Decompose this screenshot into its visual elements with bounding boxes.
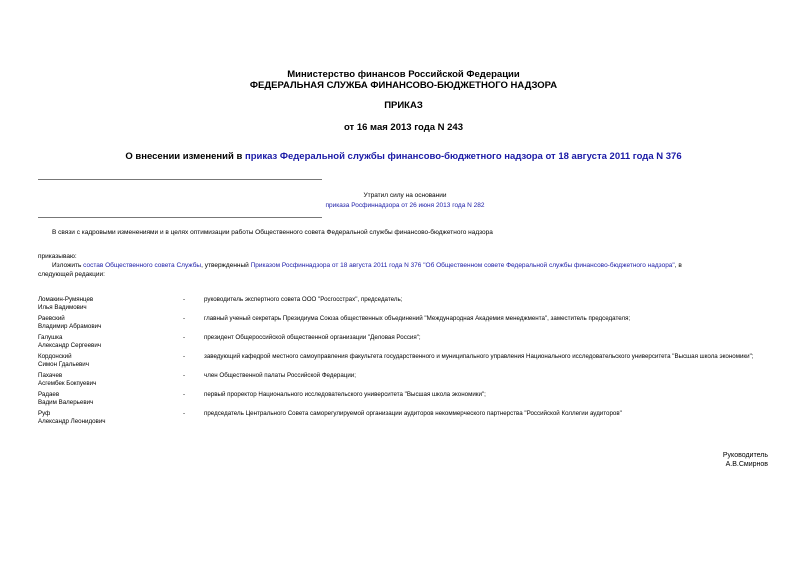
- member-row: [38, 334, 768, 352]
- order-word: приказываю:: [38, 253, 77, 260]
- member-given-name: Вадим Валерьевич: [38, 399, 94, 406]
- title-prefix: О внесении изменений в: [125, 151, 245, 162]
- member-surname: Ломакин-Румянцев: [38, 296, 94, 303]
- amendment-paragraph: [52, 262, 772, 270]
- member-name: [38, 391, 178, 407]
- member-row: [38, 296, 768, 314]
- status-note: Утратил силу на основании: [363, 192, 447, 199]
- member-name: [38, 334, 178, 350]
- member-role: председатель Центрального Совета саморегулируемой организации аудиторов некоммерческого партнерства "Российской Коллегии аудиторов": [204, 410, 622, 417]
- member-role: заведующий кафедрой местного самоуправления факультета государственного и муниципального управления Национального исследовательского университета "Высшая школа экономики";: [204, 353, 754, 360]
- order-date: от 16 мая 2013 года N 243: [343, 122, 464, 133]
- member-role: руководитель экспертного совета ООО "Росгосстрах", председатель;: [204, 296, 403, 303]
- dash: -: [183, 315, 186, 322]
- member-given-name: Асгембек Бокпуевич: [38, 380, 97, 387]
- member-surname: Радаев: [38, 391, 60, 398]
- member-row: [38, 353, 768, 371]
- repeal-order-link[interactable]: приказа Росфиннадзора от 26 июня 2013 года N 282: [325, 202, 485, 209]
- dash: -: [183, 334, 186, 341]
- dash: -: [183, 391, 186, 398]
- member-name: [38, 353, 178, 369]
- member-name: [38, 296, 178, 312]
- dash: -: [183, 296, 186, 303]
- member-role: член Общественной палаты Российской Федерации;: [204, 372, 356, 379]
- member-role: главный ученый секретарь Президиума Союза общественных объединений "Международная Академия менеджмента", заместитель председателя;: [204, 315, 631, 322]
- member-row: [38, 410, 768, 428]
- member-row: [38, 391, 768, 409]
- member-surname: Пахачев: [38, 372, 63, 379]
- member-surname: Раевский: [38, 315, 65, 322]
- amendment-suffix: , в: [674, 262, 682, 269]
- member-given-name: Александр Леонидович: [38, 418, 106, 425]
- amendment-prefix: Изложить: [52, 262, 84, 269]
- member-row: [38, 372, 768, 390]
- member-given-name: Владимир Абрамович: [38, 323, 102, 330]
- ministry-name: Министерство финансов Российской Федерации: [287, 69, 520, 80]
- member-surname: Руф: [38, 410, 51, 417]
- member-role: первый проректор Национального исследовательского университета "Высшая школа экономики";: [204, 391, 486, 398]
- signer-name: А.В.Смирнов: [725, 461, 768, 468]
- dash: -: [183, 353, 186, 360]
- council-order-link[interactable]: Приказом Росфиннадзора от 18 августа 2011 года N 376 "Об Общественном совете Федеральной службы финансово-бюджетного надзора": [250, 262, 675, 269]
- member-given-name: Илья Вадимович: [38, 304, 87, 311]
- member-name: [38, 315, 178, 331]
- document-title: [0, 151, 807, 163]
- member-name: [38, 410, 178, 426]
- member-name: [38, 372, 178, 388]
- service-name: ФЕДЕРАЛЬНАЯ СЛУЖБА ФИНАНСОВО-БЮДЖЕТНОГО НАДЗОРА: [249, 80, 558, 91]
- amended-order-link[interactable]: приказ Федеральной службы финансово-бюджетного надзора от 18 августа 2011 года N 376: [244, 151, 682, 162]
- member-surname: Галушка: [38, 334, 63, 341]
- member-role: президент Общероссийской общественной организации "Деловая Россия";: [204, 334, 421, 341]
- top-divider: [38, 179, 322, 180]
- council-composition-link[interactable]: состав Общественного совета Службы: [83, 262, 202, 269]
- member-given-name: Симон Гдальевич: [38, 361, 89, 368]
- member-row: [38, 315, 768, 333]
- order-heading: ПРИКАЗ: [384, 100, 423, 111]
- dash: -: [183, 372, 186, 379]
- member-given-name: Александр Сергеевич: [38, 342, 101, 349]
- bottom-divider: [38, 217, 322, 218]
- dash: -: [183, 410, 186, 417]
- amendment-continuation: следующей редакции:: [38, 271, 105, 278]
- intro-paragraph: В связи с кадровыми изменениями и в целях оптимизации работы Общественного совета Федеральной службы финансово-бюджетного надзора: [52, 229, 493, 236]
- amendment-mid: , утвержденный: [201, 262, 251, 269]
- signer-position: Руководитель: [722, 452, 768, 459]
- member-surname: Кордонский: [38, 353, 72, 360]
